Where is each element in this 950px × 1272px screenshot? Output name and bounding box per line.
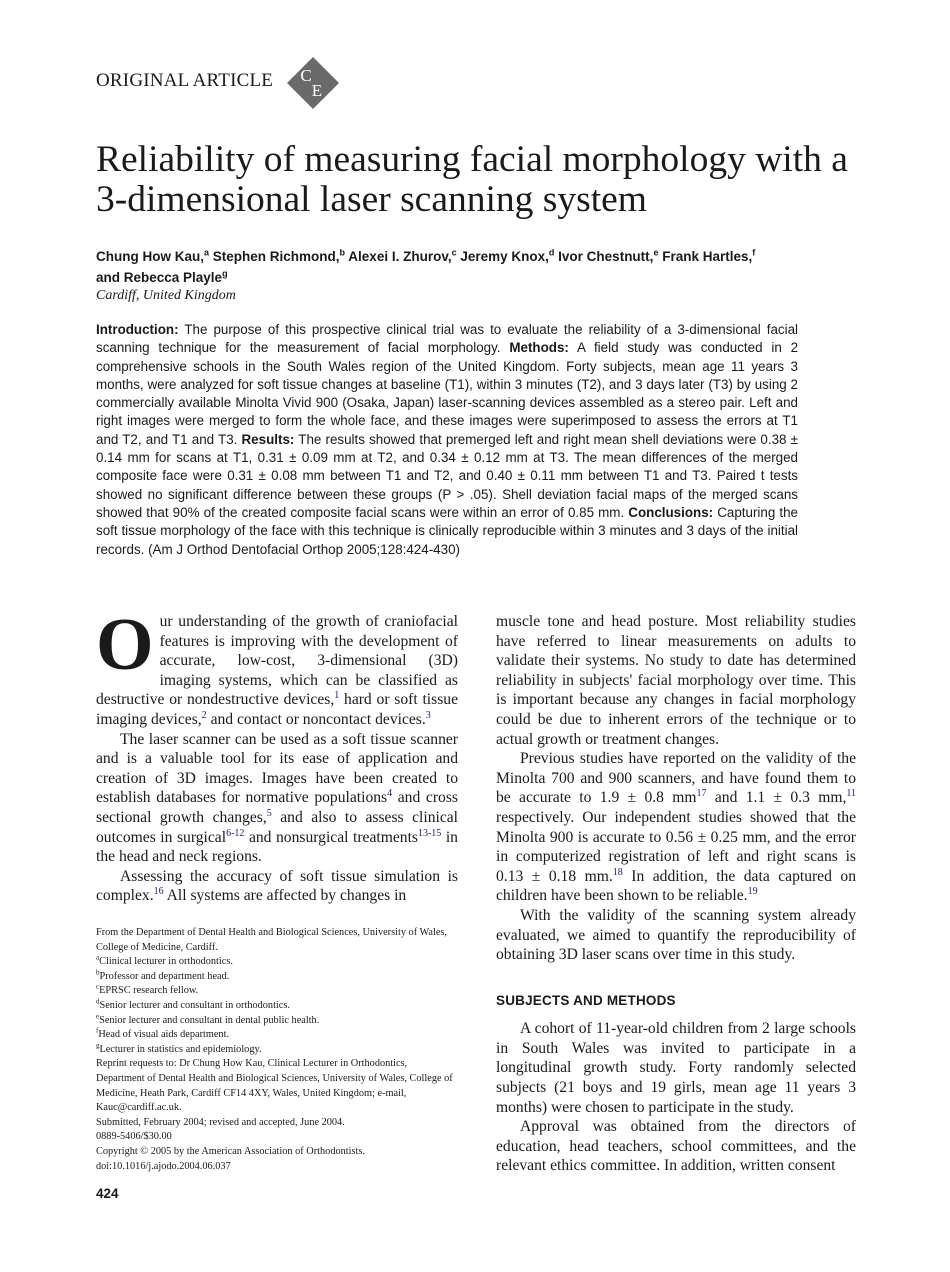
- citation-link[interactable]: 5: [266, 807, 272, 819]
- footnote-role: $^g$Lecturer in statistics and epidemiology.: [96, 1041, 262, 1055]
- body-paragraph: With the validity of the scanning system already evaluated, we aimed to quantify the reproducibility of obtaining 3D laser scans over time in this study.: [496, 906, 856, 964]
- body-paragraph: muscle tone and head posture. Most reliability studies have referred to linear measurements on adults to validate their systems. No study to date has determined reliability in subjects' facial morphology over time. This is important because any changes in facial morphology could be due to inherent errors of the technique or to actual growth or treatment changes.: [496, 613, 856, 748]
- author: Ivor Chestnutt,$^e$: [558, 247, 659, 264]
- logo-letter-e: E: [311, 81, 323, 100]
- body-paragraph: Approval was obtained from the directors of education, head teachers, school committees, and the relevant ethics committee. In addition, written consent: [496, 1118, 856, 1175]
- citation-link[interactable]: 13-15: [417, 827, 442, 839]
- footnote-role: $^e$Senior lecturer and consultant in dental public health.: [96, 1012, 320, 1026]
- citation-link[interactable]: 3: [425, 709, 431, 721]
- body-column-right: [496, 612, 856, 1176]
- footnote-doi[interactable]: doi:10.1016/j.ajodo.2004.06.037: [96, 1160, 231, 1172]
- footnote-role: $^a$Clinical lecturer in orthodontics.: [96, 953, 233, 968]
- citation-link[interactable]: 11: [846, 788, 857, 800]
- article-title: Reliability of measuring facial morphology with a 3-dimensional laser scanning system: [96, 139, 848, 220]
- footnote-issn: 0889-5406/$30.00: [96, 1131, 172, 1143]
- body-paragraph: Previous studies have reported on the validity of the Minolta 700 and 900 scanners, and have found them to be accurate to 1.9 ± 0.8 $mm^{17}$ and 1.1 ± 0.3 mm,$^{11}$ respectively. Our independent studies showed that the Minolta 900 is accurate to 0.56 ± 0.25 mm, and the error in computerized registration of left and right scans is 0.13 ± 0.18 mm.$^{18}$ In addition, the data captured on children have been shown to be reliable.$^{19}$: [496, 750, 857, 905]
- body-paragraph: The laser scanner can be used as a soft tissue scanner and is a valuable tool for its ease of application and creation of 3D images. Images have been created to establish databases for normative populations$^4$ and cross sectional growth changes,$^5$ and also to assess clinical outcomes in surgical$^{6-12}$ and nonsurgical treatments$^{13-15}$ in the head and neck regions.: [96, 730, 458, 866]
- footnote-copyright: Copyright © 2005 by the American Association of Orthodontists.: [96, 1145, 365, 1157]
- body-paragraph: A cohort of 11-year-old children from 2 large schools in South Wales was invited to participate in a longitudinal growth study. Forty randomly selected subjects (21 boys and 19 girls, mean age 11 years 3 months) were chosen to participate in the study.: [496, 1020, 856, 1116]
- abstract-intro-label: Introduction:: [96, 322, 179, 337]
- abstract: [96, 321, 798, 559]
- citation-link[interactable]: 6-12: [226, 827, 245, 839]
- abstract-conclusions-text: Capturing the soft tissue morphology of the face with this technique is clinically reproducible within 3 minutes and 3 days of the initial records. (Am J Orthod Dentofacial Orthop 2005;128:424-430): [96, 504, 798, 557]
- footnote-role: $^c$EPRSC research fellow.: [96, 982, 199, 997]
- author: and Rebecca Playle$^g$: [96, 268, 228, 285]
- citation-link[interactable]: 1: [334, 690, 340, 702]
- citation-link[interactable]: 18: [612, 866, 623, 878]
- page-number: 424: [96, 1186, 119, 1201]
- author: Stephen Richmond,$^b$: [212, 247, 346, 264]
- body-paragraph: Assessing the accuracy of soft tissue simulation is complex.$^{16}$ All systems are affected by changes in: [96, 867, 458, 905]
- body-column-left: [96, 604, 458, 906]
- author: Chung How Kau,$^a$: [96, 247, 210, 264]
- footnote-department: From the Department of Dental Health and Biological Sciences, University of Wales, College of Medicine, Cardiff.: [96, 927, 447, 953]
- footnote-role: $^d$Senior lecturer and consultant in orthodontics.: [96, 997, 290, 1011]
- abstract-methods-label: Methods:: [509, 340, 569, 356]
- footnote-role: $^f$Head of visual aids department.: [96, 1026, 230, 1041]
- logo-letter-c: C: [300, 66, 312, 85]
- author: Frank Hartles,$^f$: [662, 247, 756, 264]
- article-header: [96, 56, 496, 110]
- abstract-results-text: The results showed that premerged left and right mean shell deviations were 0.38 ± 0.14 mm for scans at T1, 0.31 ± 0.09 mm at T2, and 0.34 ± 0.12 mm at T3. The mean differences of the merged composite face were 0.31 ± 0.08 mm between T1 and T2, and 0.40 ± 0.11 mm between T1 and T3. Paired t tests showed no significant difference between these groups (P > .05). Shell deviation facial maps of the merged scans showed that 90% of the created composite facial scans were within an error of 0.85 mm.: [96, 431, 798, 520]
- footnote-reprint: Reprint requests to: Dr Chung How Kau, Clinical Lecturer in Orthodontics, Department of Dental Health and Biological Sciences, University of Wales, College of Medicine, Heath Park, Cardiff CF14 4XY, Wales, United Kingdom; e-mail, Kauc@cardiff.ac.uk.: [96, 1058, 453, 1114]
- footnote-role: $^b$Professor and department head.: [96, 968, 230, 982]
- section-heading: SUBJECTS AND METHODS: [496, 992, 676, 1008]
- citation-link[interactable]: 2: [201, 709, 207, 721]
- abstract-conclusions-label: Conclusions:: [628, 504, 714, 520]
- author: Jeremy Knox,$^d$: [460, 247, 555, 264]
- citation-link[interactable]: 19: [747, 886, 758, 898]
- affiliation: Cardiff, United Kingdom: [96, 288, 236, 303]
- citation-link[interactable]: 16: [153, 886, 164, 898]
- citation-link[interactable]: 17: [696, 788, 707, 800]
- citation-link[interactable]: 4: [387, 788, 393, 800]
- footnote-submitted: Submitted, February 2004; revised and accepted, June 2004.: [96, 1116, 345, 1128]
- abstract-results-label: Results:: [241, 431, 295, 447]
- ce-logo-icon: [286, 56, 340, 110]
- section-label: ORIGINAL ARTICLE: [96, 70, 274, 91]
- footnotes: [96, 926, 458, 1174]
- drop-cap: O: [96, 604, 154, 686]
- body-paragraph: Our understanding of the growth of craniofacial features is improving with the development of accurate, low-cost, 3-dimensional (3D) imaging systems, which can be classified as destructive or nondestructive devices,$^1$ hard or soft tissue imaging devices,$^2$ and contact or noncontact devices.$^3$: [96, 604, 458, 728]
- abstract-methods-text: A field study was conducted in 2 comprehensive schools in the South Wales region of the United Kingdom. Forty subjects, mean age 11 years 3 months, were analyzed for soft tissue changes at baseline (T1), within 3 minutes (T2), and 3 days later (T3) by using 2 commercially available Minolta Vivid 900 (Osaka, Japan) laser-scanning devices assembled as a stereo pair. Left and right images were merged to form the whole face, and these images were superimposed to assess the errors at T1 and T2, and T1 and T3.: [96, 340, 799, 447]
- author-list: [96, 246, 856, 288]
- abstract-intro-text: The purpose of this prospective clinical trial was to evaluate the reliability of a 3-dimensional facial scanning technique for the measurement of facial morphology.: [96, 322, 798, 356]
- author: Alexei I. Zhurov,$^c$: [348, 247, 457, 264]
